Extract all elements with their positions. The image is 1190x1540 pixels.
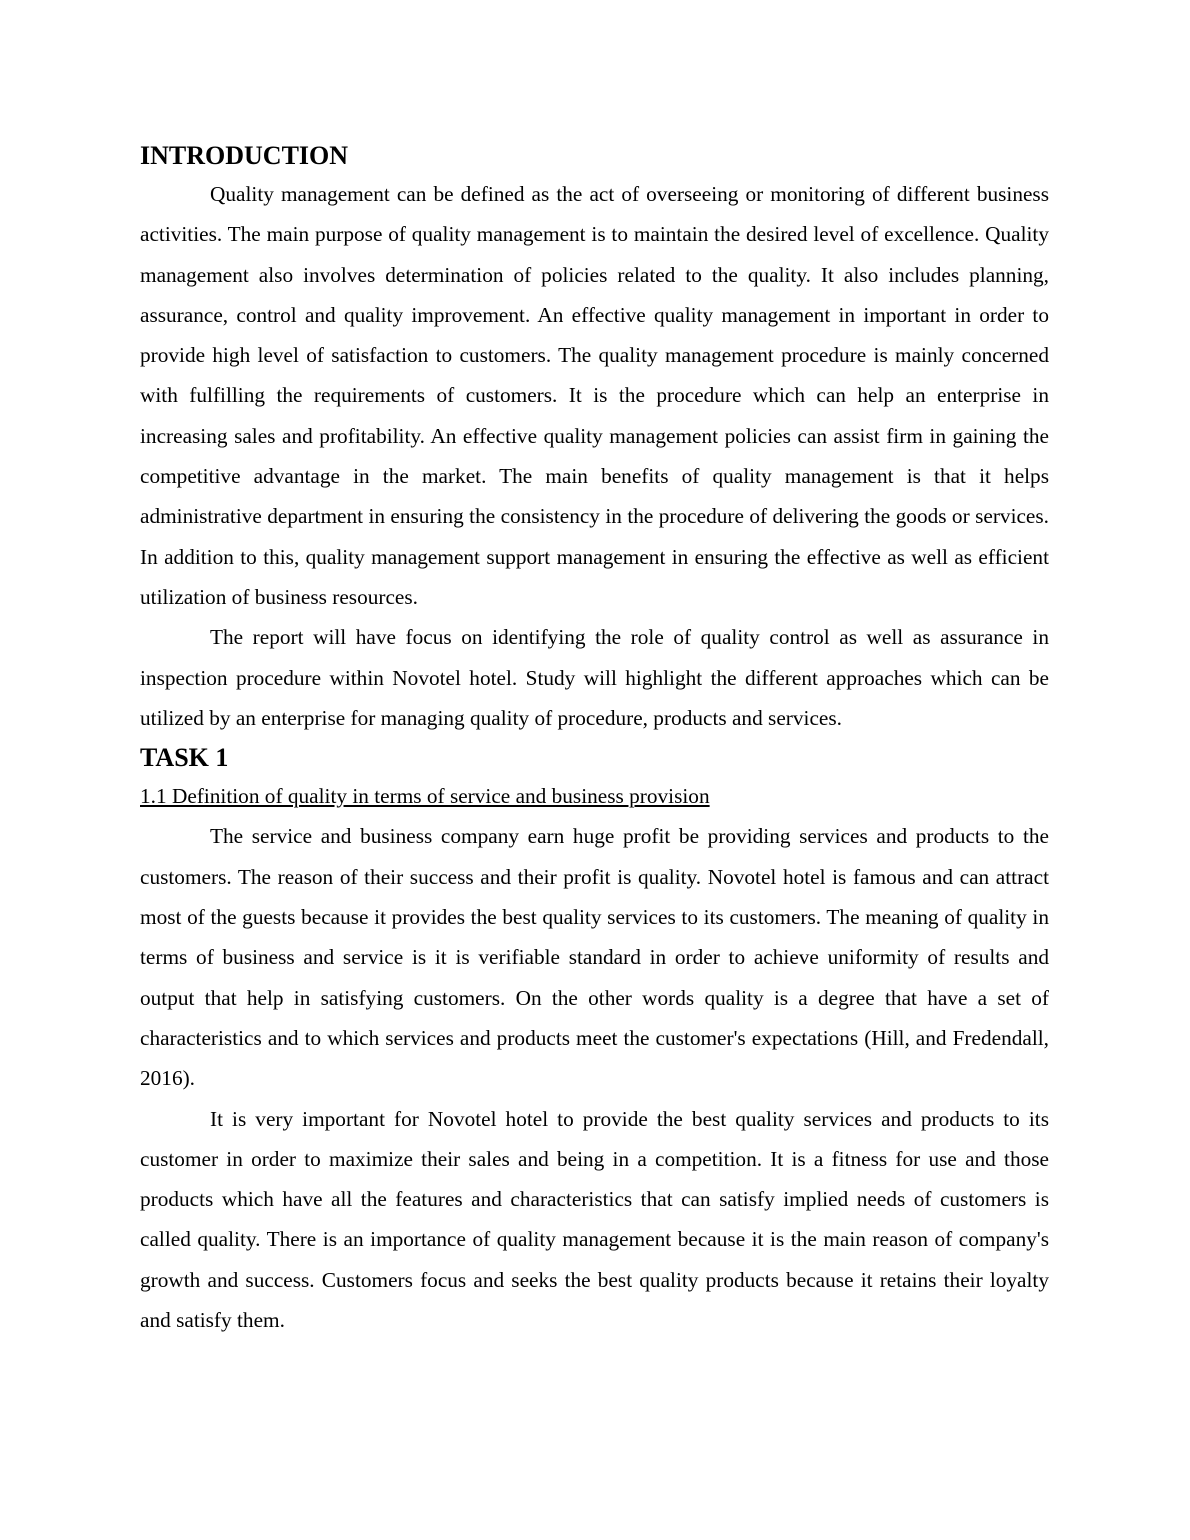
introduction-heading: INTRODUCTION <box>140 141 349 170</box>
task-1-heading: TASK 1 <box>140 743 229 773</box>
section-paragraph-2: It is very important for Novotel hotel to provide the best quality services and products to its customer in order to maximize their sales and being in a competition. It is a fitness for use and those products which have all the features and characteristics that can satisfy implied needs of customers is called quality. There is an importance of quality management because it is the main reason of company's growth and success. Customers focus and seeks the best quality products because it retains their loyalty and satisfy them. <box>140 1106 1049 1333</box>
section-paragraph-1: The service and business company earn huge profit be providing services and products to the customers. The reason of their success and their profit is quality. Novotel hotel is famous and can attract most of the guests because it provides the best quality services to its customers. The meaning of quality in terms of business and service is it is verifiable standard in order to achieve uniformity of results and output that help in satisfying customers. On the other words quality is a degree that have a set of characteristics and to which services and products meet the customer's expectations (Hill, and Fredendall, 2016). <box>140 824 1049 1091</box>
intro-paragraph-1: Quality management can be defined as the act of overseeing or monitoring of different business activities. The main purpose of quality management is to maintain the desired level of excellence. Quality management also involves determination of policies related to the quality. It also includes planning, assurance, control and quality improvement. An effective quality management in important in order to provide high level of satisfaction to customers. The quality management procedure is mainly concerned with fulfilling the requirements of customers. It is the procedure which can help an enterprise in increasing sales and profitability. An effective quality management policies can assist firm in gaining the competitive advantage in the market. The main benefits of quality management is that it helps administrative department in ensuring the consistency in the procedure of delivering the goods or services. In addition to this, quality management support management in ensuring the effective as well as efficient utilization of business resources. <box>140 182 1049 609</box>
section-1-1-heading: 1.1 Definition of quality in terms of service and business provision <box>140 784 710 809</box>
intro-paragraph-2: The report will have focus on identifying the role of quality control as well as assurance in inspection procedure within Novotel hotel. Study will highlight the different approaches which can be utilized by an enterprise for managing quality of procedure, products and services. <box>140 625 1049 730</box>
document-page <box>140 138 1049 1340</box>
